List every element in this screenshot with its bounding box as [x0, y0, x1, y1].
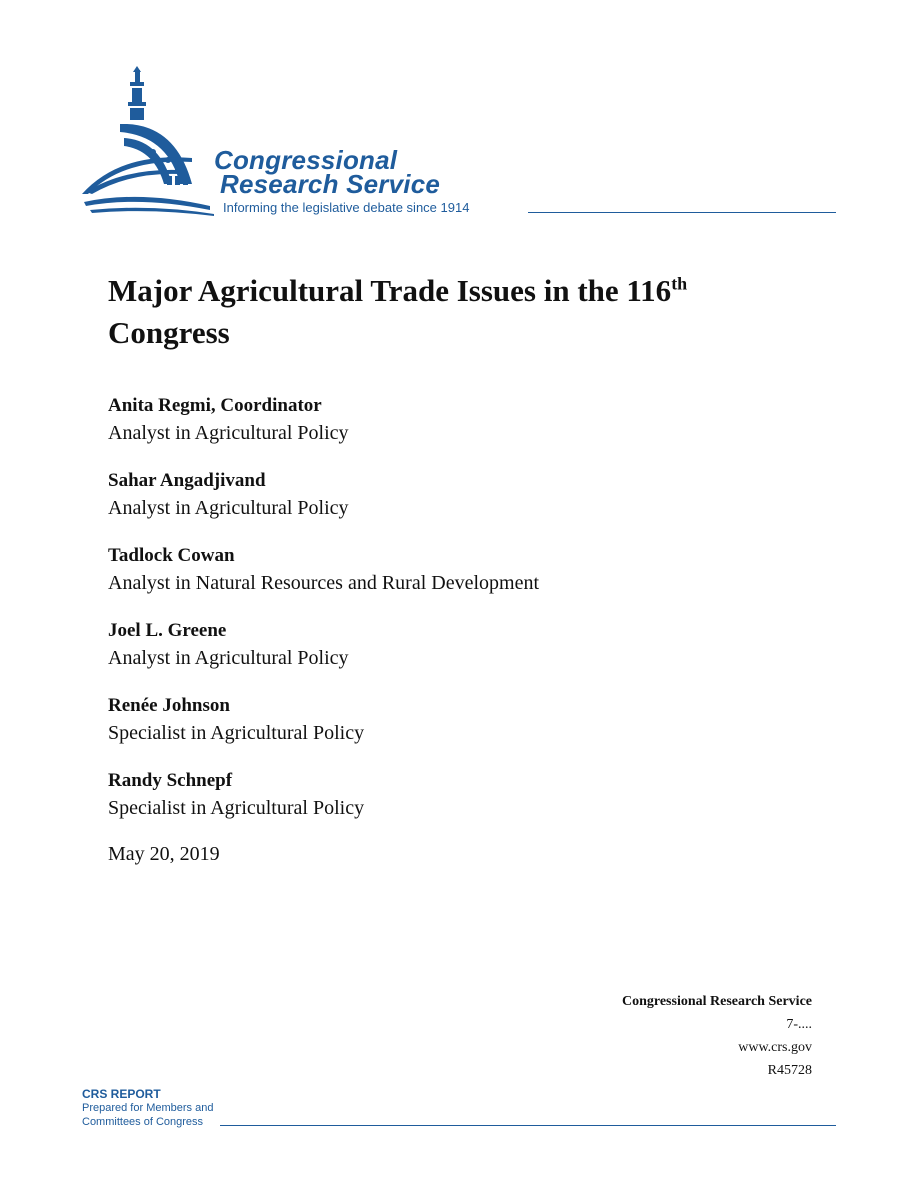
- logo-text-congressional: Congressional: [214, 145, 398, 175]
- report-date: May 20, 2019: [108, 843, 220, 865]
- author-block: [108, 542, 808, 617]
- crs-org-name: Congressional Research Service: [621, 994, 812, 1009]
- footer-rule: [220, 1125, 836, 1126]
- crs-report-line1: Prepared for Members and: [82, 1102, 214, 1114]
- crs-website-link[interactable]: www.crs.gov: [738, 1040, 812, 1055]
- author-name: Tadlock Cowan: [108, 545, 235, 566]
- report-title: [108, 270, 828, 354]
- author-name: Renée Johnson: [108, 695, 230, 716]
- report-title-main: Major Agricultural Trade Issues in the 116: [108, 273, 672, 308]
- author-title: Specialist in Agricultural Policy: [108, 797, 365, 819]
- report-title-superscript: th: [671, 273, 688, 294]
- report-number: R45728: [767, 1063, 812, 1078]
- author-name: Anita Regmi, Coordinator: [108, 395, 322, 416]
- report-title-line2: Congress: [108, 315, 230, 350]
- author-title: Analyst in Natural Resources and Rural Development: [108, 572, 539, 594]
- author-block: [108, 767, 808, 842]
- logo-tagline: Informing the legislative debate since 1914: [223, 200, 470, 215]
- author-title: Analyst in Agricultural Policy: [108, 647, 349, 669]
- author-title: Analyst in Agricultural Policy: [108, 422, 349, 444]
- author-block: [108, 617, 808, 692]
- author-name: Sahar Angadjivand: [108, 470, 266, 491]
- author-block: [108, 467, 808, 542]
- logo-text-research-service: Research Service: [220, 169, 441, 199]
- author-block: [108, 692, 808, 767]
- crs-report-line2: Committees of Congress: [82, 1116, 204, 1128]
- author-name: Randy Schnepf: [108, 770, 233, 791]
- crs-info-block: [622, 990, 812, 1082]
- author-name: Joel L. Greene: [108, 620, 227, 641]
- crs-logo: [80, 66, 840, 226]
- author-title: Specialist in Agricultural Policy: [108, 722, 365, 744]
- crs-report-label: [82, 1087, 213, 1129]
- capitol-dome-icon: [80, 66, 220, 216]
- author-block: [108, 392, 808, 467]
- header-rule: [528, 212, 836, 213]
- author-title: Analyst in Agricultural Policy: [108, 497, 349, 519]
- author-list: [108, 392, 808, 842]
- crs-report-heading: CRS REPORT: [82, 1087, 161, 1101]
- crs-code: 7-....: [786, 1017, 812, 1032]
